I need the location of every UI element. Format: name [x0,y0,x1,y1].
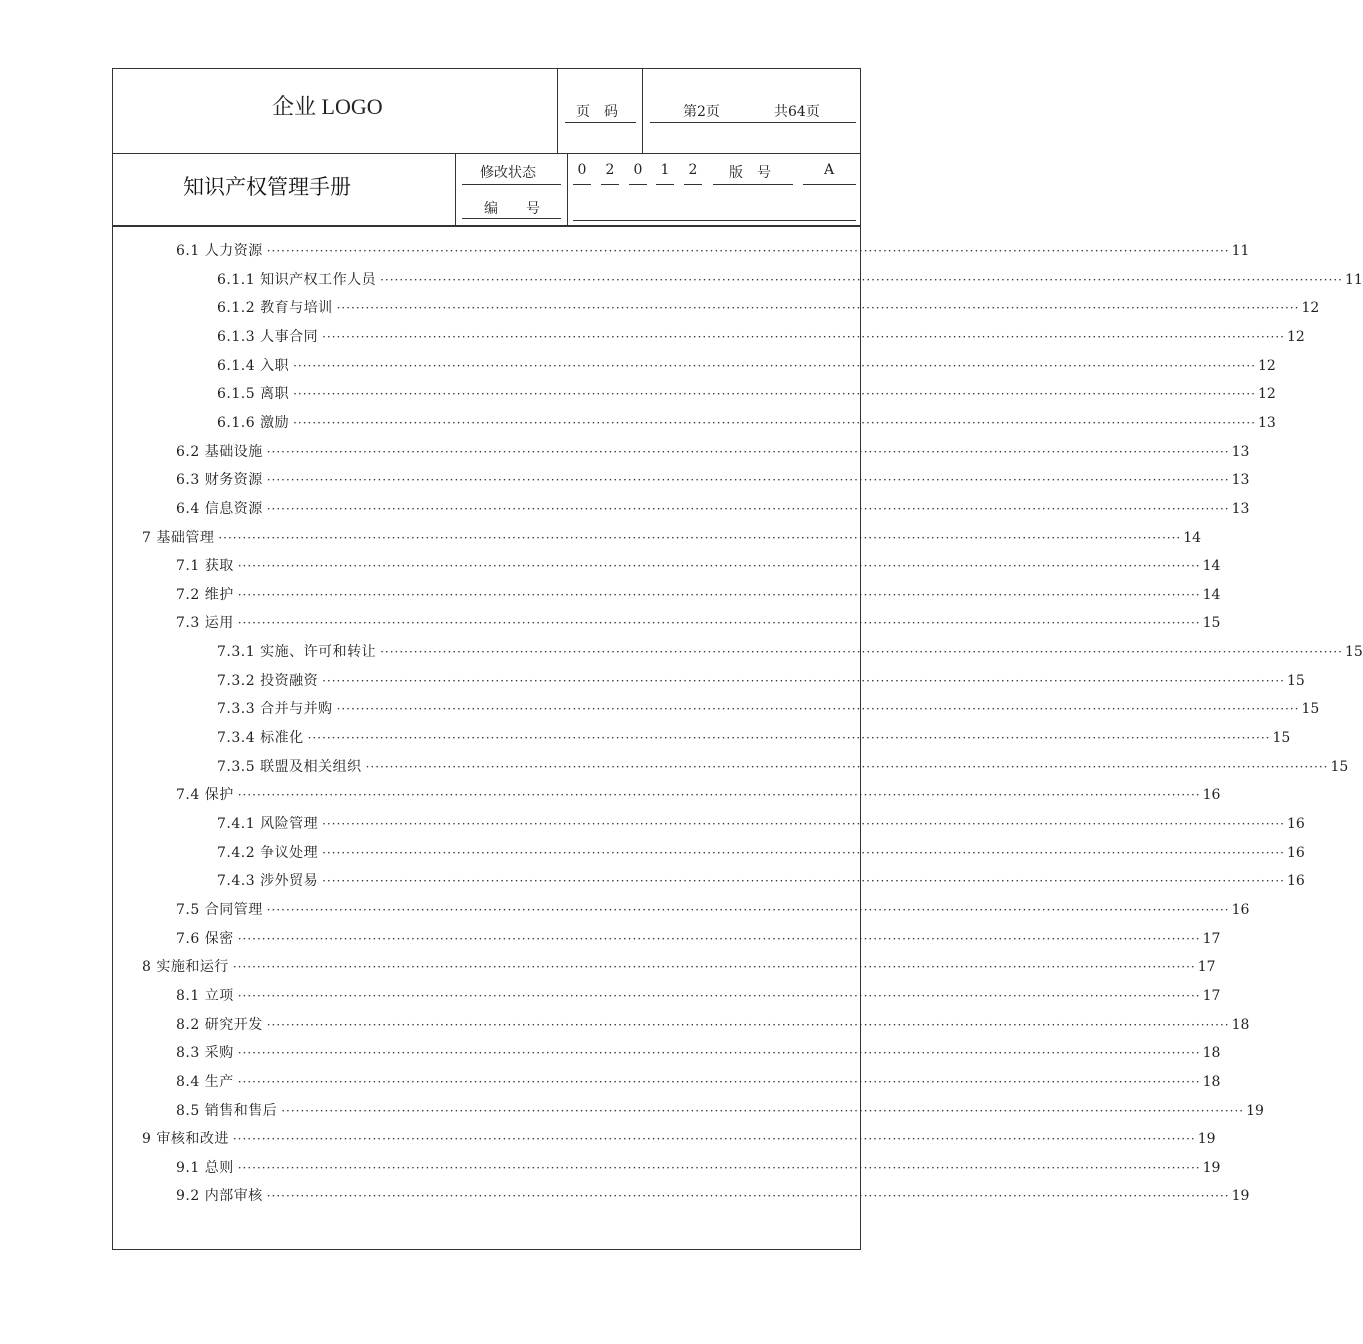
toc-entry-label: 7.2 维护 [176,586,234,603]
toc-entry-page: 16 [1286,816,1305,832]
toc-entry[interactable] [217,698,1320,718]
toc-entry[interactable] [176,612,1221,632]
toc-entry-label: 6.1.3 人事合同 [217,328,319,345]
toc-entry[interactable] [176,469,1250,489]
toc-entry-page: 15 [1344,644,1363,661]
toc-entry-page: 15 [1202,615,1221,632]
toc-entry-page: 19 [1202,1159,1221,1176]
page-label-underline [565,122,636,123]
revision-label-underline [462,184,561,185]
toc-dot-leader: ········································································································································································································ [322,673,1285,688]
toc-entry-label: 6.1.2 教育与培训 [217,300,333,317]
toc-entry-page: 13 [1257,414,1276,431]
number-label: 编 号 [484,201,540,217]
toc-dot-leader: ········································································································································································································ [232,960,1196,975]
toc-entry[interactable] [176,1071,1221,1091]
toc-entry[interactable] [176,555,1221,575]
toc-entry[interactable] [217,383,1276,403]
toc-entry[interactable] [217,412,1276,432]
page-label: 页 码 [576,104,618,120]
toc-entry[interactable] [176,784,1221,804]
toc-dot-leader: ········································································································································································································ [266,1189,1230,1204]
toc-entry-page: 12 [1257,386,1276,403]
toc-entry[interactable] [217,756,1349,776]
toc-entry-page: 16 [1286,873,1305,890]
toc-entry-label: 6.1.4 入职 [217,357,290,374]
revision-digit-3-underline [629,184,647,185]
toc-dot-leader: ········································································································································································································ [266,1017,1230,1032]
toc-entry[interactable] [176,1157,1221,1177]
revision-digit-3: 0 [633,162,643,178]
toc-entry[interactable] [142,956,1216,976]
toc-entry-page: 17 [1202,987,1221,1004]
toc-entry-page: 15 [1301,701,1320,718]
version-label-underline [713,184,793,185]
revision-digit-1: 0 [577,162,587,178]
revision-digit-5-underline [684,184,702,185]
toc-entry-page: 17 [1202,930,1221,947]
toc-entry[interactable] [217,297,1320,317]
toc-dot-leader: ········································································································································································································ [237,559,1201,574]
toc-entry[interactable] [217,727,1291,747]
toc-entry-label: 9.1 总则 [176,1159,234,1176]
header-vline-1 [557,68,558,154]
toc-dot-leader: ········································································································································································································ [266,444,1230,459]
toc-dot-leader: ········································································································································································································ [322,874,1285,889]
toc-dot-leader: ········································································································································································································ [237,931,1201,946]
toc-entry-page: 13 [1231,472,1250,489]
toc-entry-page: 15 [1272,730,1291,747]
version-label: 版 号 [729,165,771,181]
header-vline-2 [642,68,643,154]
toc-entry-label: 6.1.1 知识产权工作人员 [217,271,377,288]
toc-entry-page: 16 [1202,787,1221,804]
toc-dot-leader: ········································································································································································································ [307,731,1271,746]
toc-dot-leader: ········································································································································································································ [266,902,1230,917]
toc-entry-page: 15 [1330,758,1349,775]
toc-dot-leader: ········································································································································································································ [266,501,1230,516]
toc-entry-page: 13 [1231,500,1250,517]
toc-entry-page: 14 [1183,529,1202,546]
document-title: 知识产权管理手册 [183,175,351,199]
toc-dot-leader: ········································································································································································································ [336,702,1300,717]
toc-dot-leader: ········································································································································································································ [237,988,1201,1003]
toc-entry[interactable] [142,527,1202,547]
toc-entry-page: 11 [1344,271,1363,288]
toc-entry[interactable] [176,441,1250,461]
toc-entry-page: 19 [1197,1131,1216,1148]
toc-entry[interactable] [217,355,1276,375]
toc-entry-label: 8.4 生产 [176,1073,234,1090]
toc-entry-page: 18 [1231,1016,1250,1033]
toc-dot-leader: ········································································································································································································ [281,1103,1245,1118]
toc-entry-label: 7.3.5 联盟及相关组织 [217,758,362,775]
toc-entry-label: 7.4.1 风险管理 [217,816,319,832]
toc-entry-label: 8.1 立项 [176,987,234,1004]
toc-entry-label: 6.3 财务资源 [176,472,263,489]
toc-entry-page: 12 [1301,300,1320,317]
toc-dot-leader: ········································································································································································································ [237,1160,1201,1175]
toc-entry[interactable] [176,240,1250,260]
toc-entry-page: 13 [1231,443,1250,460]
toc-dot-leader: ········································································································································································································ [266,473,1230,488]
toc-entry[interactable] [176,1100,1264,1120]
toc-entry[interactable] [176,899,1250,919]
toc-dot-leader: ········································································································································································································ [237,616,1201,631]
toc-dot-leader: ········································································································································································································ [293,387,1256,402]
toc-entry-label: 6.1.6 激励 [217,414,290,431]
toc-dot-leader: ········································································································································································································ [322,845,1285,860]
toc-entry-label: 7 基础管理 [142,529,215,546]
number-label-underline [462,218,561,219]
header-divider-1 [112,153,860,154]
toc-dot-leader: ········································································································································································································ [322,817,1285,831]
toc-entry[interactable] [176,584,1221,604]
toc-dot-leader: ········································································································································································································ [237,1074,1201,1089]
toc-entry[interactable] [176,1042,1221,1062]
revision-digit-2-underline [601,184,619,185]
revision-digit-4-underline [656,184,674,185]
toc-entry[interactable] [217,842,1305,862]
toc-entry[interactable] [217,641,1363,661]
toc-entry-label: 6.1.5 离职 [217,386,290,403]
toc-entry-label: 8.5 销售和售后 [176,1102,278,1119]
toc-entry-page: 14 [1202,586,1221,603]
number-value-underline [573,220,856,221]
toc-entry[interactable] [217,326,1305,346]
toc-entry-page: 14 [1202,558,1221,575]
toc-entry-label: 7.4.2 争议处理 [217,844,319,861]
page-current: 第2页 [683,104,720,120]
toc-entry-label: 8.2 研究开发 [176,1016,263,1033]
toc-dot-leader: ········································································································································································································ [293,358,1256,373]
toc-entry-label: 7.4 保护 [176,787,234,804]
company-logo: 企业 LOGO [272,94,383,119]
version-value: A [824,162,835,178]
toc-entry-page: 12 [1257,357,1276,374]
toc-dot-leader: ········································································································································································································ [237,788,1201,803]
toc-entry-page: 12 [1286,328,1305,345]
toc-entry[interactable] [217,670,1305,690]
toc-entry-page: 19 [1246,1102,1264,1119]
toc-entry-label: 8 实施和运行 [142,959,229,976]
toc-entry-label: 6.1 人力资源 [176,243,263,259]
toc-entry[interactable] [217,870,1305,890]
toc-entry-label: 7.6 保密 [176,930,234,947]
header-vline-3 [455,153,456,226]
toc-dot-leader: ········································································································································································································ [218,530,1182,545]
toc-dot-leader: ········································································································································································································ [322,329,1285,344]
toc-dot-leader: ········································································································································································································ [266,244,1230,258]
toc-entry[interactable] [176,498,1250,518]
toc-entry-label: 7.3.2 投资融资 [217,672,319,689]
toc-dot-leader: ········································································································································································································ [380,645,1343,660]
page-total: 共64页 [774,104,820,120]
toc-entry[interactable] [217,269,1363,289]
toc-entry-label: 7.3.4 标准化 [217,730,304,747]
toc-entry-page: 19 [1231,1188,1250,1205]
toc-entry-page: 11 [1231,243,1250,259]
toc-entry-label: 7.3 运用 [176,615,234,632]
toc-entry-label: 7.1 获取 [176,558,234,575]
toc-entry-page: 16 [1231,901,1250,918]
toc-entry-page: 15 [1286,672,1305,689]
toc-entry-label: 7.3.1 实施、许可和转让 [217,644,377,661]
toc-entry-page: 17 [1197,959,1216,976]
toc-entry-page: 16 [1286,844,1305,861]
toc-dot-leader: ········································································································································································································ [365,759,1329,774]
header-divider-2 [112,225,860,227]
toc-entry[interactable] [176,1014,1250,1034]
revision-digit-2: 2 [605,162,615,178]
toc-entry-label: 8.3 采购 [176,1045,234,1062]
toc-entry[interactable] [142,1128,1216,1148]
version-value-underline [803,184,856,185]
header-vline-4 [567,153,568,226]
toc-dot-leader: ········································································································································································································ [237,1046,1201,1061]
toc-dot-leader: ········································································································································································································ [237,587,1201,602]
revision-digit-5: 2 [688,162,698,178]
toc-dot-leader: ········································································································································································································ [293,415,1256,430]
toc-entry-label: 7.5 合同管理 [176,901,263,918]
toc-entry[interactable] [176,985,1221,1005]
toc-entry-page: 18 [1202,1073,1221,1090]
toc-entry-label: 9.2 内部审核 [176,1188,263,1205]
toc-dot-leader: ········································································································································································································ [232,1132,1196,1147]
toc-dot-leader: ········································································································································································································ [336,301,1300,316]
toc-entry-label: 7.4.3 涉外贸易 [217,873,319,890]
page-number-underline [650,122,856,123]
toc-entry[interactable] [176,1185,1250,1205]
toc-dot-leader: ········································································································································································································ [380,272,1343,287]
toc-entry-page: 18 [1202,1045,1221,1062]
toc-entry[interactable] [217,813,1305,833]
revision-label: 修改状态 [480,165,536,181]
toc-entry-label: 6.2 基础设施 [176,443,263,460]
revision-digit-4: 1 [660,162,670,178]
toc-entry[interactable] [176,928,1221,948]
toc-entry-label: 7.3.3 合并与并购 [217,701,333,718]
revision-digit-1-underline [573,184,591,185]
toc-entry-label: 9 审核和改进 [142,1131,229,1148]
toc-entry-label: 6.4 信息资源 [176,500,263,517]
